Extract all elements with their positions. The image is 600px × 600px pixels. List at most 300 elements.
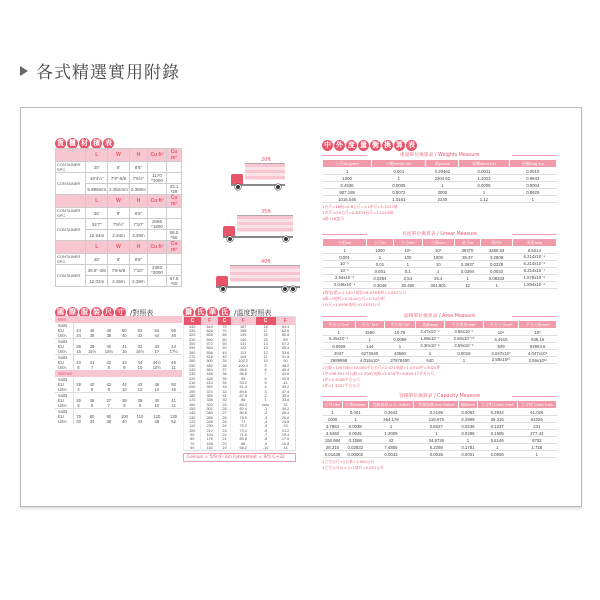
- cell: 167: [231, 325, 256, 329]
- cell: 8': [108, 208, 130, 219]
- cell: 2.39m: [129, 230, 147, 241]
- cell: 644: [201, 325, 218, 329]
- header-cell: L: [86, 241, 108, 254]
- cell: 44: [137, 360, 143, 365]
- cell: 82.4: [231, 407, 256, 411]
- cell: -2: [256, 411, 276, 415]
- cell: 1: [445, 357, 484, 364]
- cell: 220: [184, 377, 201, 381]
- cell: 1000: [323, 416, 343, 423]
- cell: 6272640: [355, 350, 384, 357]
- header-cell: 桶Barrel: [460, 401, 476, 407]
- wheel-icon: [275, 184, 281, 190]
- cell: 95: [231, 377, 256, 381]
- cell: 86: [231, 398, 256, 402]
- cell: 60: [218, 338, 230, 342]
- table-row: [323, 336, 557, 343]
- cell: 12: [137, 387, 143, 392]
- linear-section: [322, 231, 557, 307]
- header-row: [323, 401, 557, 409]
- cell: 158: [231, 329, 256, 333]
- cell: 1: [256, 398, 276, 402]
- table-row: [184, 446, 296, 451]
- cell: 110: [136, 414, 144, 419]
- triangle-bullet-icon: [20, 66, 28, 76]
- cell: 2: [256, 394, 276, 398]
- cell: 26.6: [276, 416, 296, 420]
- cell: 15: [256, 338, 276, 342]
- cell: 43: [137, 382, 143, 387]
- cell: 626: [201, 329, 218, 333]
- truck-label: 35ft: [261, 209, 271, 215]
- cell: 6: [90, 387, 94, 392]
- table-row: [323, 451, 557, 458]
- cell: 150: [184, 407, 201, 411]
- cell: 50: [171, 382, 176, 387]
- cell: 10⁶: [422, 247, 454, 254]
- cell: 70: [184, 442, 201, 446]
- cell: 304.801: [422, 282, 454, 289]
- row-label: EU: [55, 414, 73, 419]
- area-caption: 面積單位換算表 / Area Measure: [322, 313, 557, 320]
- cell: 122: [231, 346, 256, 350]
- title-badge: 中: [324, 141, 331, 149]
- cell: 608: [201, 333, 218, 337]
- row-label: CONTAINER: [56, 219, 86, 241]
- cell: 0.08333: [481, 275, 513, 282]
- cell: [147, 230, 166, 241]
- table-row: [323, 196, 557, 203]
- cell: 77: [231, 420, 256, 424]
- cell: 8': [108, 254, 130, 265]
- cell: 10.54m: [86, 230, 108, 241]
- cell: 30.2: [276, 407, 296, 411]
- cell: 645.16: [519, 336, 557, 343]
- cell: 37: [218, 368, 230, 372]
- cell: 230: [201, 424, 218, 428]
- cell: 2.54: [393, 275, 422, 282]
- row-label: CONTAINER SPC.: [56, 208, 86, 219]
- cell: 1: [509, 196, 556, 203]
- cell: 10½: [152, 365, 161, 370]
- truck-cargo-box: [237, 215, 293, 232]
- cell: 0.0238: [459, 423, 478, 430]
- cell: 266: [201, 416, 218, 420]
- truck-cargo-box: [230, 265, 300, 282]
- row-label: USA: [55, 387, 73, 393]
- cell: 5: [77, 403, 80, 408]
- area-note: 1坪=3.3058平方公尺: [322, 377, 360, 382]
- cell: 60.8: [276, 333, 296, 337]
- cell: 140: [201, 446, 218, 451]
- title-badge: 裝: [93, 308, 100, 316]
- category-row: [55, 316, 182, 323]
- cell: 4.047x10⁹: [519, 350, 557, 357]
- table-row: [56, 265, 182, 276]
- cell: 90: [184, 433, 201, 437]
- table-row: [56, 254, 182, 265]
- title-badge: 氏: [221, 308, 228, 316]
- cell: 554: [201, 346, 218, 350]
- area-note: 1公畝=100公畝=10,000平方公尺=2.471英畝=1.0310甲=3025坪: [322, 365, 441, 370]
- left-page: [21, 108, 302, 506]
- cell: 100.4: [231, 364, 256, 368]
- cell: 62.6: [276, 329, 296, 333]
- header-cell: F: [201, 317, 218, 325]
- cell: 0.9842: [509, 175, 556, 182]
- row-label: USA: [55, 403, 73, 409]
- table-row: [56, 173, 182, 184]
- cell: 15½: [87, 349, 97, 354]
- title-badge: 貨: [57, 139, 64, 147]
- cell: 68: [231, 442, 256, 446]
- cell: 18: [256, 325, 276, 329]
- cell: 27: [218, 411, 230, 415]
- cell: 3.86x10⁻⁷: [445, 329, 484, 336]
- container-table: [55, 148, 182, 287]
- cell: 6.214x10⁻⁷: [512, 268, 556, 275]
- row-label: USA: [55, 419, 73, 424]
- cell: 3: [256, 390, 276, 394]
- cell: 1: [372, 175, 426, 182]
- cell: [167, 219, 182, 230]
- header-cell: 公斤kilogram: [323, 160, 372, 168]
- cell: 10⁻⁶: [323, 268, 367, 275]
- table-row: [323, 168, 557, 175]
- cell: 61.026: [517, 409, 556, 416]
- cell: 42: [368, 437, 414, 444]
- cell: 1.59x10⁻⁷: [415, 336, 444, 343]
- header-cell: Cu m³: [167, 241, 182, 254]
- cell: 0.0929: [323, 343, 356, 350]
- cell: 14: [154, 387, 160, 392]
- header-cell: 磅pound: [426, 160, 459, 168]
- cell: 330: [184, 329, 201, 333]
- cell: 10: [256, 359, 276, 363]
- weights-table: [322, 159, 557, 203]
- header-cell: 公里km: [323, 239, 367, 247]
- cell: 338: [201, 398, 218, 402]
- cell: 0.0001: [459, 451, 478, 458]
- title-badge: 外: [336, 141, 343, 149]
- cell: 1.2009: [368, 430, 414, 437]
- cell: 5: [256, 381, 276, 385]
- cell: 17.6: [276, 437, 296, 441]
- cell: -5: [256, 424, 276, 428]
- cell: 240: [184, 368, 201, 372]
- title-badge: 際: [69, 308, 76, 316]
- cell: 61026: [517, 416, 556, 423]
- cell: 11: [171, 403, 176, 408]
- header-cell: W: [108, 241, 130, 254]
- cell: 140: [184, 411, 201, 415]
- table-row: [323, 275, 557, 282]
- cell: 5.896mm: [86, 184, 108, 195]
- row-label: EU: [55, 328, 73, 333]
- cell: 22: [218, 433, 230, 437]
- cell: 200: [184, 385, 201, 389]
- cell: 6: [256, 377, 276, 381]
- cell: 46: [89, 328, 95, 333]
- cell: 34: [76, 333, 81, 338]
- cell: 640: [415, 357, 444, 364]
- cell: 54: [154, 328, 160, 333]
- cell: 1.728: [517, 444, 556, 451]
- cell: 410: [201, 381, 218, 385]
- cell: 25.4: [422, 275, 454, 282]
- header-cell: 英畝acre: [415, 321, 444, 329]
- cell: 2.34m: [108, 230, 130, 241]
- cell: 10⁶: [519, 329, 557, 336]
- cell: 280: [184, 351, 201, 355]
- cell: 40: [218, 355, 230, 359]
- cell: 7'8-5/8: [108, 265, 130, 276]
- title-badge: 表: [105, 139, 112, 147]
- cell: 0.01: [367, 261, 394, 268]
- header-cell: L: [86, 149, 108, 162]
- truck-cab: [231, 174, 243, 184]
- cell: [167, 208, 182, 219]
- cell: 320: [184, 333, 201, 337]
- cell: 8'6": [129, 208, 147, 219]
- cell: 6: [77, 365, 80, 370]
- cell: 55: [218, 342, 230, 346]
- cell: 87.8: [231, 394, 256, 398]
- cell: 130: [184, 416, 201, 420]
- cell: 0.3048: [367, 282, 394, 289]
- capacity-note: 1立方公分(c.c.)=1毫升=0.001公升: [322, 465, 384, 470]
- cell: 2.54x10⁻⁵: [323, 275, 367, 282]
- cell: 374: [201, 390, 218, 394]
- cell: 120: [184, 420, 201, 424]
- cell: 518: [201, 355, 218, 359]
- title-suffix: /溫度對照表: [234, 308, 272, 317]
- cell: 2000: [426, 189, 459, 196]
- cell: 392: [201, 385, 218, 389]
- title-badge: 算: [396, 141, 403, 149]
- cell: 7: [90, 365, 94, 370]
- cell: 8'6": [129, 254, 147, 265]
- cell: 12.02m: [86, 276, 108, 287]
- cell: 35': [86, 208, 108, 219]
- linear-table: [322, 238, 557, 289]
- cell: [167, 173, 182, 184]
- cell: 8: [256, 368, 276, 372]
- cell: 42: [137, 333, 143, 338]
- cell: 2589998: [323, 357, 356, 364]
- cell: 4: [77, 387, 80, 392]
- title-badge: 尺: [105, 308, 112, 316]
- cell: 284: [201, 411, 218, 415]
- cell: 46: [171, 333, 176, 338]
- cell: 0.1781: [459, 444, 478, 451]
- cell: 37: [106, 398, 112, 403]
- cell: 36: [89, 333, 95, 338]
- cell: 93.2: [231, 381, 256, 385]
- cell: 39.37: [454, 254, 481, 261]
- cell: 1170 *1000: [147, 173, 166, 184]
- title-badge: 櫃: [69, 139, 76, 147]
- cell: [147, 162, 166, 173]
- header-cell: H: [129, 241, 147, 254]
- cell: 59: [276, 338, 296, 342]
- header-cell: C: [256, 317, 276, 325]
- cell: 130: [170, 414, 178, 419]
- cell: 1: [323, 168, 372, 175]
- cell: 24: [218, 424, 230, 428]
- cell: 16½: [135, 349, 145, 354]
- wheel-icon: [290, 286, 296, 292]
- cell: 1016.046: [323, 196, 372, 203]
- cell: 67.5 *60: [167, 276, 182, 287]
- cell: 73.4: [231, 429, 256, 433]
- cell: 340: [184, 325, 201, 329]
- cell: 1: [481, 282, 513, 289]
- cell: 0.1: [393, 268, 422, 275]
- cell: 300: [184, 342, 201, 346]
- cell: 0.2199: [414, 409, 459, 416]
- cell: 58.0 *50: [167, 230, 182, 241]
- cell: 3.2808: [481, 254, 513, 261]
- size-table: [55, 316, 182, 424]
- cell: 1.12: [459, 196, 509, 203]
- header-row: [56, 149, 182, 162]
- title-suffix: /對照表: [130, 308, 154, 317]
- cell: 75: [76, 414, 81, 419]
- header-cell: 長噸long ton: [509, 160, 556, 168]
- header-cell: F: [276, 317, 296, 325]
- table-row: [323, 329, 557, 336]
- cell: 482: [201, 364, 218, 368]
- cell: 0.3932: [477, 409, 517, 416]
- cell: 39: [137, 398, 143, 403]
- cell: 30: [218, 398, 230, 402]
- cell: 50: [218, 346, 230, 350]
- header-cell: H: [129, 195, 147, 208]
- cell: 1: [517, 451, 556, 458]
- cell: 32: [218, 390, 230, 394]
- cell: 12: [454, 282, 481, 289]
- cell: 36: [106, 419, 112, 424]
- header-cell: 公秉kiloliter: [342, 401, 368, 409]
- cell: 0.0005: [459, 182, 509, 189]
- title-badge: 材: [81, 139, 88, 147]
- cell: 38: [106, 333, 112, 338]
- cell: 110: [184, 424, 201, 428]
- cell: 7'10": [129, 265, 147, 276]
- cell: 71.6: [231, 433, 256, 437]
- cell: [167, 162, 182, 173]
- header-cell: Cu ft³: [147, 241, 166, 254]
- table-row: [323, 343, 557, 350]
- table-row: [323, 423, 557, 430]
- table-row: [323, 268, 557, 275]
- cell: 39: [89, 344, 95, 349]
- header-cell: 英里mile: [512, 239, 556, 247]
- wheel-icon: [283, 236, 289, 242]
- cell: 48: [106, 328, 112, 333]
- cell: 6.45x10⁻⁴: [323, 336, 356, 343]
- cell: 180: [184, 394, 201, 398]
- truck-label: 40ft: [261, 259, 271, 265]
- linear-note: 1海里(浬)=1.1507英里=6,076英呎=1,852公尺: [322, 290, 407, 295]
- cell: 1.578x10⁻⁵: [512, 275, 556, 282]
- cell: 0.00002: [342, 451, 368, 458]
- header-cell: [56, 195, 86, 208]
- cell: 90: [106, 414, 112, 419]
- header-row: [56, 195, 182, 208]
- cell: 39: [218, 359, 230, 363]
- cell: 1: [426, 182, 459, 189]
- cell: 45: [218, 351, 230, 355]
- cell: 1: [393, 261, 422, 268]
- header-row: [323, 239, 557, 247]
- wheel-icon: [282, 286, 288, 292]
- cell: 48: [154, 382, 160, 387]
- cell: 2240: [426, 196, 459, 203]
- cell: 0.0036: [414, 451, 459, 458]
- cell: 9: [123, 365, 126, 370]
- cell: 0.8929: [509, 189, 556, 196]
- header-cell: 平方公分cm²: [483, 321, 519, 329]
- header-cell: 立方呎 Cubic Feet: [477, 401, 517, 409]
- appendix-spread: [20, 107, 582, 507]
- cell: 91.4: [231, 385, 256, 389]
- cell: 212: [201, 429, 218, 433]
- cell: 75: [218, 325, 230, 329]
- cell: 160: [184, 403, 201, 407]
- cell: 8: [107, 365, 110, 370]
- cell: 8: [107, 387, 110, 392]
- cell: 0.2642: [368, 409, 414, 416]
- cell: 44.6: [276, 372, 296, 376]
- cell: -3: [256, 416, 276, 420]
- table-row: [323, 409, 557, 416]
- cell: 149: [231, 333, 256, 337]
- cell: 210: [184, 381, 201, 385]
- cell: 10⁴: [483, 329, 519, 336]
- cell: 44: [171, 344, 176, 349]
- wheel-icon: [227, 236, 233, 242]
- cell: 302: [201, 407, 218, 411]
- cell: 89.6: [231, 390, 256, 394]
- truck-cargo-box: [245, 163, 285, 180]
- area-note: 1坪=1.3257平方公尺: [322, 383, 360, 388]
- cell: 1.0161: [372, 196, 426, 203]
- cell: 10: [154, 403, 160, 408]
- cell: 3.048x10⁻⁴: [323, 282, 367, 289]
- cell: 43560: [384, 350, 415, 357]
- table-row: [323, 254, 557, 261]
- cell: 80: [89, 414, 95, 419]
- cell: 52: [137, 328, 143, 333]
- title-badge: 衡: [372, 141, 379, 149]
- cell: 500: [201, 359, 218, 363]
- cell: 42.8: [276, 377, 296, 381]
- cell: 40: [89, 382, 95, 387]
- title-badge: 華: [209, 308, 216, 316]
- cell: 1: [414, 430, 459, 437]
- cell: 0.0038: [342, 423, 368, 430]
- cell: 4: [256, 385, 276, 389]
- header-cell: Cu m³: [167, 195, 182, 208]
- header-cell: 平方公尺m²: [323, 321, 356, 329]
- cell: 3.59x10⁻⁸: [445, 343, 484, 350]
- table-row: [55, 419, 182, 424]
- cell: 176: [201, 437, 218, 441]
- title-badge: 攝: [185, 308, 192, 316]
- cell: 7: [107, 403, 110, 408]
